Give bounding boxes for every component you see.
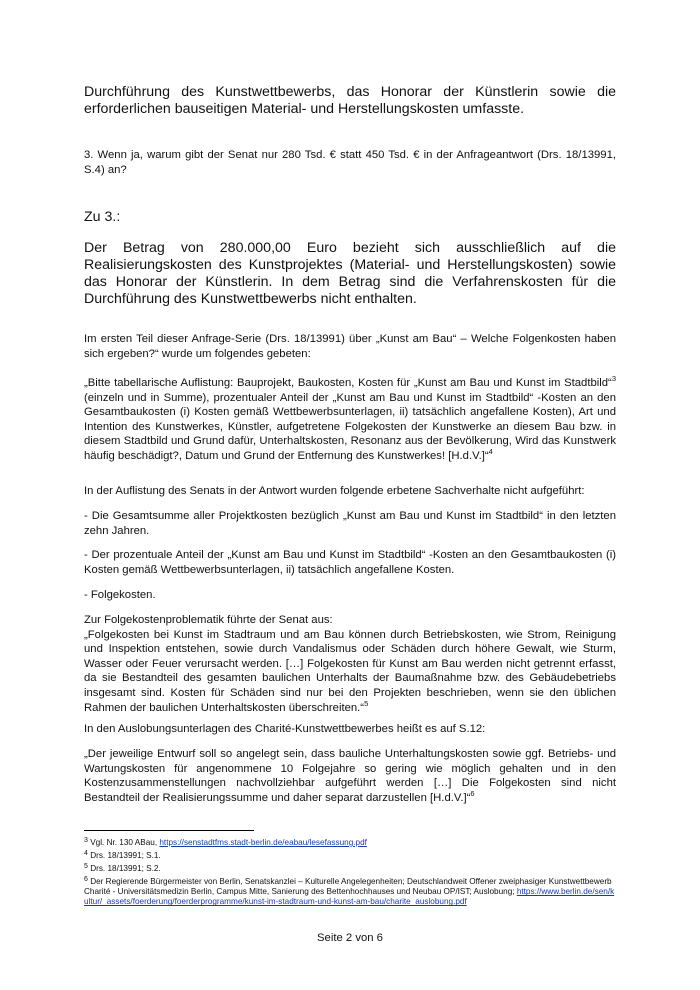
footnote-3-number: 3: [84, 837, 88, 844]
intro-paragraph: Durchführung des Kunstwettbewerbs, das Honorar der Künstlerin sowie die erforderlichen bauseitigen Material- und Herstellungskosten umfasste.: [84, 84, 616, 117]
quote-request-part-b: (einzeln und in Summe), prozentualer Anteil der „Kunst am Bau und Kunst im Stadtbild“ -Kosten an den Gesamtbaukosten (i) Kosten gemäß Wettbewerbsunterlagen, ii) tatsächlich angefallene Kosten), Art und Intention des Kunstwerkes, Künstler, aufgetretene Folgekosten der Kunstwerke an diesem Bau bzw. in diesem Stadtbild und Grund dafür, Unterhaltskosten, Resonanz aus der Bevölkerung, Wird das Kunstwerk häufig beschädigt?, Datum und Grund der Entfernung des Kunstwerkes! [H.d.V.]“: [84, 391, 616, 462]
footnote-6-link[interactable]: https://www.berlin.de/sen/kultur/_assets/foerderung/foerderprogramme/kunst-im-stadtraum-und-kunst-am-bau/charite_auslobung.pdf: [84, 887, 615, 907]
footnote-3: [84, 838, 616, 848]
list-item-2: - Der prozentuale Anteil der „Kunst am Bau und Kunst im Stadtbild“ -Kosten an den Gesamtbaukosten (i) Kosten gemäß Wettbewerbsunterlagen, ii) tatsächlich angefallene Kosten.: [84, 549, 616, 576]
footnote-4: [84, 851, 616, 861]
footnote-ref-6: 6: [470, 788, 475, 798]
folgekosten-intro: Zur Folgekostenproblematik führte der Senat aus:: [84, 614, 333, 626]
folgekosten-paragraph: [84, 613, 616, 715]
footnote-separator: [84, 830, 254, 831]
footnote-5: [84, 864, 616, 874]
quote-request: [84, 376, 616, 464]
footnote-4-number: 4: [84, 850, 88, 857]
first-part-paragraph: Im ersten Teil dieser Anfrage-Serie (Drs. 18/13991) über „Kunst am Bau“ – Welche Folgenkosten haben sich ergeben?“ wurde um folgendes gebeten:: [84, 333, 616, 360]
footnote-ref-5: 5: [364, 698, 369, 708]
answer-heading: Zu 3.:: [84, 209, 121, 225]
footnote-ref-3: 3: [611, 374, 616, 383]
footnote-6: [84, 877, 616, 908]
footnote-3-link[interactable]: https://senstadtfms.stadt-berlin.de/eabau/lesefassung.pdf: [159, 838, 367, 847]
footnote-3-text: Vgl. Nr. 130 ABau,: [90, 838, 160, 847]
list-item-3: - Folgekosten.: [84, 589, 156, 601]
question-3: 3. Wenn ja, warum gibt der Senat nur 280 Tsd. € statt 450 Tsd. € in der Anfrageantwort (Drs. 18/13991, S.4) an?: [84, 149, 616, 176]
auflistung-paragraph: In der Auflistung des Senats in der Antwort wurden folgende erbetene Sachverhalte nicht aufgeführt:: [84, 485, 585, 497]
footnote-6-number: 6: [84, 876, 88, 883]
quote-auslobung: [84, 747, 616, 805]
footnote-5-text: Drs. 18/13991; S.2.: [90, 864, 161, 873]
list-item-1: - Die Gesamtsumme aller Projektkosten bezüglich „Kunst am Bau und Kunst im Stadtbild“ in den letzten zehn Jahren.: [84, 510, 616, 537]
footnote-4-text: Drs. 18/13991; S.1.: [90, 851, 161, 860]
page-number: Seite 2 von 6: [317, 932, 383, 944]
auslobung-paragraph: In den Auslobungsunterlagen des Charité-Kunstwettbewerbes heißt es auf S.12:: [84, 723, 486, 735]
answer-text: Der Betrag von 280.000,00 Euro bezieht sich ausschließlich auf die Realisierungskosten des Kunstprojektes (Material- und Herstellungskosten) sowie das Honorar der Künstlerin. In dem Betrag sind die Verfahrenskosten für die Durchführung des Kunstwettbewerbs nicht enthalten.: [84, 240, 616, 307]
footnote-ref-4: 4: [488, 446, 493, 456]
quote-request-part-a: „Bitte tabellarische Auflistung: Bauprojekt, Baukosten, Kosten für „Kunst am Bau und Kunst im Stadtbild“: [84, 377, 612, 389]
quote-auslobung-text: „Der jeweilige Entwurf soll so angelegt sein, dass bauliche Unterhaltungskosten sowie ggf. Betriebs- und Wartungskosten für angenommene 10 Folgejahre so gering wie möglich gehalten und in den Kostenzusammenstellungen nachvollziehbar aufgeführt werden […] Die Folgekosten sind nicht Bestandteil der Realisierungssumme und daher separat darzustellen [H.d.V.]“: [84, 748, 616, 804]
footnote-5-number: 5: [84, 863, 88, 870]
footnote-6-text: Der Regierende Bürgermeister von Berlin, Senatskanzlei – Kulturelle Angelegenheiten; Deutschlandweit Offener zweiphasiger Kunstwettbewerb Charité - Universitätsmedizin Berlin, Campus Mitte, Sanierung des Bettenhochhauses und Neubau OP/IST; Auslobung;: [84, 877, 612, 897]
folgekosten-quote: „Folgekosten bei Kunst im Stadtraum und am Bau können durch Betriebskosten, wie Strom, Reinigung und Inspektion entstehen, sowie durch Vandalismus oder Schäden durch höhere Gewalt, wie Sturm, Wasser oder Feuer verursacht werden. […] Folgekosten für Kunst am Bau werden nicht getrennt erfasst, da sie Bestandteil des gesamten baulichen Unterhalts der Baumaßnahme bzw. des Gebäudebetriebs insgesamt sind. Kosten für Schäden sind nur bei den Projekten beschrieben, wenn sie den üblichen Rahmen der baulichen Unterhaltskosten überschreiten.“: [84, 628, 616, 714]
